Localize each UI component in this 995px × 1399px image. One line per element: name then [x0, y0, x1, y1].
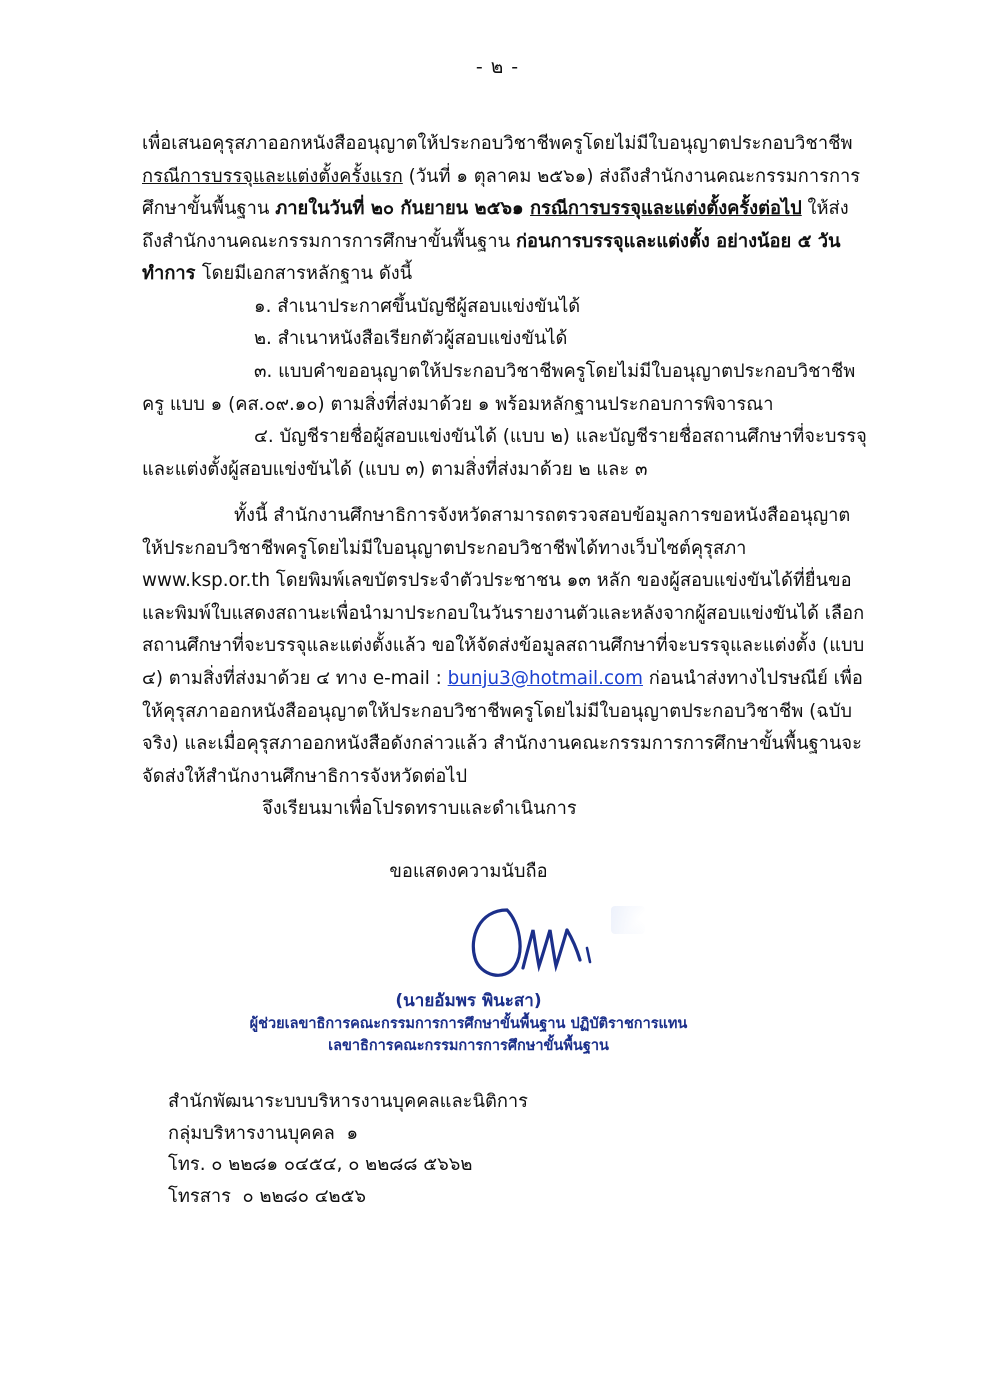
list-item-text: ๑. สำเนาประกาศขึ้นบัญชีผู้สอบแข่งขันได้	[254, 295, 581, 317]
footer-line: โทรสาร ๐ ๒๒๘๐ ๔๒๕๖	[168, 1185, 367, 1207]
text-run-bold: ภายในวันที่ ๒๐ กันยายน ๒๕๖๑	[275, 198, 530, 220]
paragraph-closing	[142, 793, 867, 826]
list-item	[142, 323, 867, 356]
text-run-underline: และแต่งตั้งครั้งแรก	[252, 165, 403, 187]
signatory-role-line-2: เลขาธิการคณะกรรมการการศึกษาขั้นพื้นฐาน	[328, 1038, 609, 1055]
text-run: (วันที่ ๑ ตุลาคม ๒๕๖๑) ส่งถึงสำนักงานคณะกรรมการการศึกษาขั้นพื้นฐาน	[142, 165, 861, 220]
footer-line: กลุ่มบริหารงานบุคคล ๑	[168, 1122, 359, 1144]
email-link[interactable]: bunju3@hotmail.com	[447, 668, 643, 689]
text-run: ให้ส่งถึงสำนักงานคณะกรรมการการศึกษาขั้นพื้นฐาน	[142, 198, 849, 252]
text-run: ทั้งนี้ สำนักงานศึกษาธิการจังหวัดสามารถตรวจสอบข้อมูลการขอหนังสืออนุญาตให้ประกอบวิชาชีพครูโดยไม่มีใบอนุญาตประกอบวิชาชีพได้ทางเว็บไซต์คุรุสภา www.ksp.or.th โดยพิมพ์เลขบัตรประจำตัวประชาชน ๑๓ หลัก ของผู้สอบแข่งขันได้ที่ยื่นขอและพิมพ์ใบแสดงสถานะเพื่อนำมาประกอบในวันรายงานตัวและหลังจากผู้สอบแข่งขันได้ เลือกสถานศึกษาที่จะบรรจุและแต่งตั้งแล้ว ขอให้จัดส่งข้อมูลสถานศึกษาที่จะบรรจุและแต่งตั้ง (แบบ ๔) ตามสิ่งที่ส่งมาด้วย ๔ ทาง e-mail :	[142, 505, 865, 689]
list-item	[142, 356, 867, 421]
text-run-bold-underline: กรณีการบรรจุและแต่งตั้งครั้งต่อไป	[529, 198, 802, 220]
document-body	[142, 128, 867, 1060]
paragraph-verification	[142, 500, 867, 793]
faint-watermark	[611, 906, 645, 934]
signature-block	[142, 890, 867, 1060]
signatory-name: (นายอัมพร พินะสา)	[395, 991, 542, 1012]
list-item-text: ๓. แบบคำขออนุญาตให้ประกอบวิชาชีพครูโดยไม่มีใบอนุญาตประกอบวิชาชีพครู แบบ ๑ (คส.๐๙.๑๐) ตามสิ่งที่ส่งมาด้วย ๑ พร้อมหลักฐานประกอบการพิจารณา	[142, 360, 856, 415]
footer-line: โทร. ๐ ๒๒๘๑ ๐๔๕๔, ๐ ๒๒๘๘ ๕๖๖๒	[168, 1154, 473, 1176]
text-run-bold: ก่อนการบรรจุและแต่งตั้ง อย่างน้อย ๕ วันทำการ	[142, 230, 841, 285]
closing-text: จึงเรียนมาเพื่อโปรดทราบและดำเนินการ	[262, 798, 577, 820]
text-run: โดยมีเอกสารหลักฐาน ดังนี้	[201, 263, 413, 285]
text-run: เพื่อเสนอคุรุสภาออกหนังสืออนุญาตให้ประกอบวิชาชีพครูโดยไม่มีใบอนุญาตประกอบวิชาชีพ	[142, 133, 853, 154]
document-footer	[168, 1086, 995, 1212]
list-item-text: ๔. บัญชีรายชื่อผู้สอบแข่งขันได้ (แบบ ๒) และบัญชีรายชื่อสถานศึกษาที่จะบรรจุและแต่งตั้งผู้สอบแข่งขันได้ (แบบ ๓) ตามสิ่งที่ส่งมาด้วย ๒ และ ๓	[142, 426, 867, 480]
list-item	[142, 421, 867, 486]
list-item-text: ๒. สำเนาหนังสือเรียกตัวผู้สอบแข่งขันได้	[254, 328, 568, 350]
text-run: ก่อนนำส่งทางไปรษณีย์ เพื่อให้คุรุสภาออกหนังสืออนุญาตให้ประกอบวิชาชีพครูโดยไม่มีใบอนุญาตประกอบวิชาชีพ (ฉบับจริง) และเมื่อคุรุสภาออกหนังสือดังกล่าวแล้ว สำนักงานคณะกรรมการการศึกษาขั้นพื้นฐานจะจัดส่งให้สำนักงานศึกษาธิการจังหวัดต่อไป	[142, 668, 863, 787]
footer-line: สำนักพัฒนาระบบบริหารงานบุคคลและนิติการ	[168, 1091, 529, 1113]
text-run-underline: กรณีการบรรจุ	[142, 165, 253, 187]
page-number: - ๒ -	[475, 56, 520, 78]
signatory-role-line-1: ผู้ช่วยเลขาธิการคณะกรรมการการศึกษาขั้นพื้นฐาน ปฏิบัติราชการแทน	[249, 1016, 688, 1033]
list-item	[142, 291, 867, 324]
regards-line: ขอแสดงความนับถือ	[389, 860, 548, 882]
paragraph-intro	[142, 128, 867, 291]
